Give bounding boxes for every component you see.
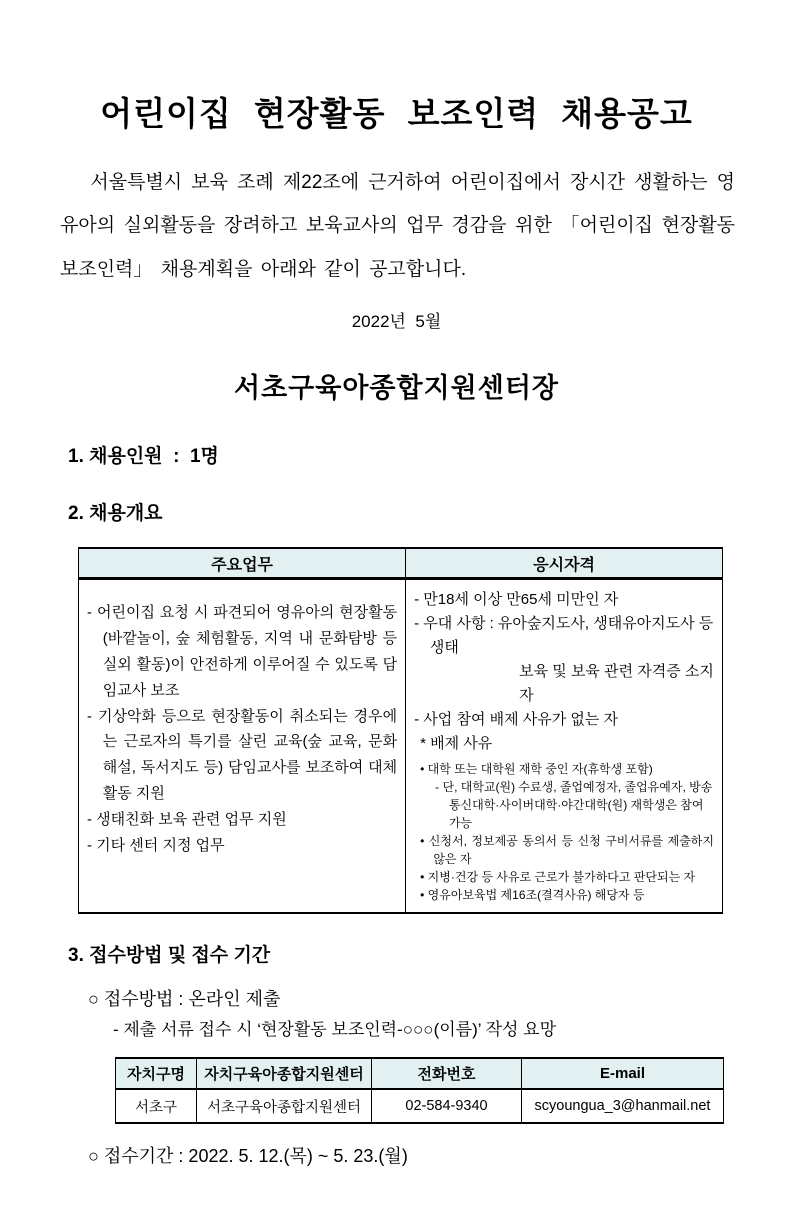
application-method-line: ○ 접수방법 : 온라인 제출 [88, 989, 281, 1010]
email-cell: scyoungua_3@hanmail.net [522, 1089, 724, 1123]
contact-header-row [116, 1058, 724, 1089]
district-cell: 서초구 [134, 1099, 178, 1116]
duties-cell [79, 579, 406, 914]
qualification-item: - 사업 참여 배제 사유가 없는 자 [414, 711, 619, 729]
issuing-authority: 서초구육아종합지원센터장 [234, 372, 559, 403]
section-1-heading: 1. 채용인원 : 1명 [68, 445, 219, 467]
duty-item: - 생태친화 보육 관련 업무 지원 [87, 810, 287, 828]
exclusion-item: • 영유아보육법 제16조(결격사유) 해당자 등 [420, 888, 645, 903]
application-note-line: - 제출 서류 접수 시 ‘현장활동 보조인력-○○○(이름)’ 작성 요망 [113, 1020, 557, 1040]
column-header-center: 자치구육아종합지원센터 [197, 1058, 372, 1089]
intro-paragraph: 서울특별시 보육 조례 제22조에 근거하여 어린이집에서 장시간 생활하는 영유아의 실외활동을 장려하고 보육교사의 업무 경감을 위한 「어린이집 현장활동 보조인력」 채용계획을 아래와 같이 공고합니다. [60, 172, 735, 280]
column-header-qualifications: 응시자격 [406, 548, 723, 579]
column-header-duties: 주요업무 [79, 548, 406, 579]
contact-row [116, 1089, 724, 1123]
section-3-heading: 3. 접수방법 및 접수 기간 [68, 945, 271, 967]
duty-item: - 기타 센터 지정 업무 [87, 836, 225, 854]
application-period-line: ○ 접수기간 : 2022. 5. 12.(목) ~ 5. 23.(월) [88, 1146, 408, 1167]
column-header-phone: 전화번호 [372, 1058, 522, 1089]
recruitment-overview-table [78, 547, 723, 915]
duty-item: - 어린이집 요청 시 파견되어 영유아의 현장활동(바깥놀이, 숲 체험활동, 지역 내 문화탐방 등 실외 활동)이 안전하게 이루어질 수 있도록 담임교사 보조 [87, 604, 398, 699]
column-header-email: E-mail [522, 1058, 724, 1089]
center-cell: 서초구육아종합지원센터 [197, 1089, 372, 1123]
exclusion-item: • 지병·건강 등 사유로 근로가 불가하다고 판단되는 자 [420, 870, 696, 885]
duty-item: - 기상악화 등으로 현장활동이 취소되는 경우에는 근로자의 특기를 살린 교육(숲 교육, 문화해설, 독서지도 등) 담임교사를 보조하여 대체활동 지원 [87, 707, 398, 803]
qualification-item: - 만18세 이상 만65세 미만인 자 [414, 591, 619, 609]
overview-header-row [79, 548, 723, 579]
exclusion-reasons-label: * 배제 사유 [420, 735, 493, 753]
document-date: 2022년 5월 [351, 311, 442, 331]
qualification-item: - 우대 사항 : 유아숲지도사, 생태유아지도사 등 생태 [414, 615, 714, 657]
phone-cell: 02-584-9340 [372, 1089, 522, 1123]
column-header-district: 자치구명 [116, 1058, 197, 1089]
qualification-item-continuation: 보육 및 보육 관련 자격증 소지자 [519, 663, 714, 705]
exclusion-item: • 신청서, 정보제공 동의서 등 신청 구비서류를 제출하지 않은 자 [420, 834, 714, 867]
exclusion-sub-item: - 단, 대학교(원) 수료생, 졸업예정자, 졸업유예자, 방송통신대학·사이버대학·야간대학(원) 재학생은 참여 가능 [435, 780, 713, 831]
contact-table [115, 1057, 724, 1124]
page-title: 어린이집 현장활동 보조인력 채용공고 [100, 95, 693, 132]
qualifications-cell [406, 579, 723, 914]
document-page [0, 88, 793, 1209]
overview-body-row [79, 579, 723, 914]
section-2-heading: 2. 채용개요 [68, 502, 163, 524]
exclusion-item: • 대학 또는 대학원 재학 중인 자(휴학생 포함) [420, 762, 653, 777]
